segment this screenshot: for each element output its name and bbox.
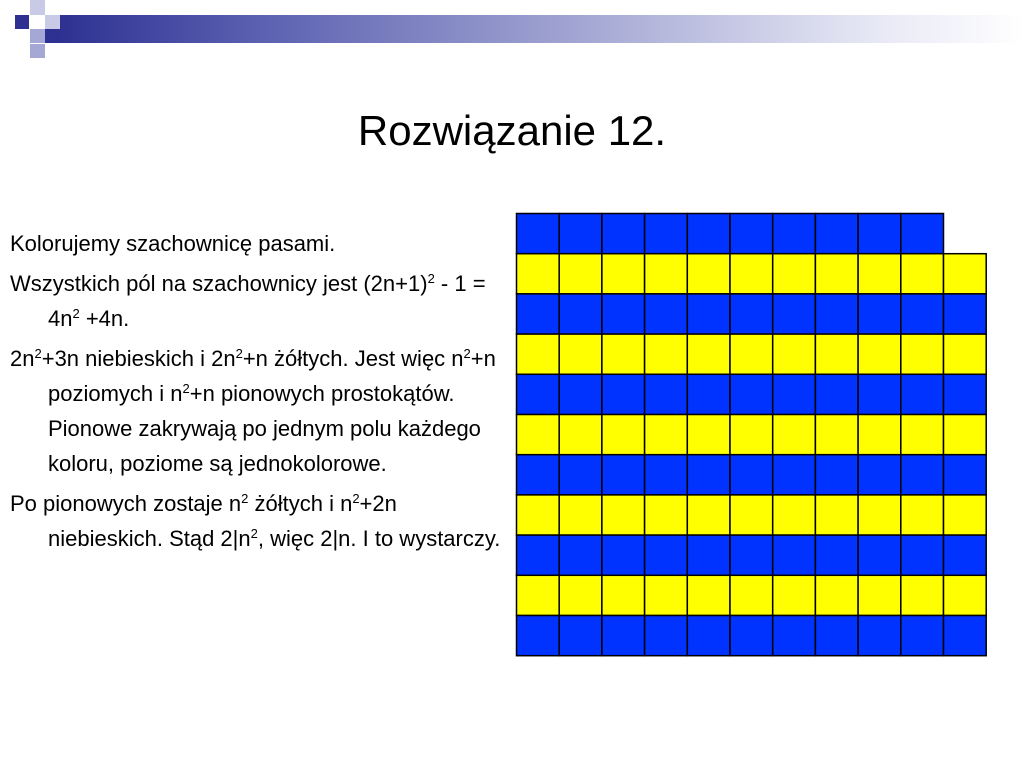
board-cell-yellow (858, 415, 901, 455)
board-cell-yellow (815, 254, 858, 294)
board-cell-blue (944, 616, 987, 656)
board-cell-blue (559, 374, 602, 414)
board-cell-blue (858, 214, 901, 254)
board-cell-yellow (858, 495, 901, 535)
board-cell-yellow (687, 334, 730, 374)
board-cell-blue (517, 214, 560, 254)
decorative-header (0, 0, 1024, 60)
board-cell-yellow (815, 415, 858, 455)
board-cell-yellow (602, 254, 645, 294)
board-cell-blue (815, 214, 858, 254)
board-cell-blue (645, 374, 688, 414)
superscript: 2 (182, 381, 190, 396)
text-run: żółtych i n (248, 491, 353, 516)
decor-square (45, 29, 60, 43)
board-cell-blue (773, 374, 816, 414)
board-cell-blue (602, 214, 645, 254)
board-cell-yellow (815, 495, 858, 535)
board-cell-yellow (559, 575, 602, 615)
board-cell-blue (559, 535, 602, 575)
text-run: Wszystkich pól na szachownicy jest (2n+1) (10, 271, 428, 296)
board-cell-blue (773, 214, 816, 254)
board-cell-blue (858, 294, 901, 334)
board-cell-yellow (730, 575, 773, 615)
board-cell-blue (517, 616, 560, 656)
board-cell-blue (517, 455, 560, 495)
superscript: 2 (235, 346, 243, 361)
board-cell-blue (944, 455, 987, 495)
board-cell-blue (517, 374, 560, 414)
board-cell-blue (730, 535, 773, 575)
board-cell-yellow (944, 415, 987, 455)
text-run: 2n (10, 346, 35, 371)
board-cell-blue (645, 214, 688, 254)
board-cell-blue (559, 294, 602, 334)
board-cell-yellow (645, 575, 688, 615)
board-cell-blue (687, 535, 730, 575)
board-cell-yellow (730, 415, 773, 455)
paragraph-counts (10, 341, 510, 481)
superscript: 2 (463, 346, 471, 361)
decor-square (30, 29, 45, 43)
text-run: +4n. (79, 306, 130, 331)
board-cell-blue (901, 374, 944, 414)
board-cell-blue (602, 294, 645, 334)
board-cell-blue (517, 535, 560, 575)
superscript: 2 (34, 346, 42, 361)
board-cell-blue (559, 455, 602, 495)
solution-text (10, 226, 510, 561)
board-cell-blue (815, 294, 858, 334)
board-cell-yellow (858, 334, 901, 374)
text-run: +3n niebieskich i 2n (41, 346, 236, 371)
board-cell-yellow (773, 575, 816, 615)
board-cell-blue (730, 294, 773, 334)
decor-square (45, 15, 60, 29)
board-cell-yellow (517, 334, 560, 374)
board-cell-yellow (944, 575, 987, 615)
board-cell-blue (602, 616, 645, 656)
board-cell-yellow (901, 575, 944, 615)
board-cell-yellow (730, 334, 773, 374)
board-cell-blue (773, 616, 816, 656)
board-cell-blue (815, 455, 858, 495)
board-cell-blue (687, 374, 730, 414)
board-cell-yellow (687, 415, 730, 455)
board-cell-blue (602, 455, 645, 495)
board-cell-blue (687, 616, 730, 656)
board-cell-blue (687, 294, 730, 334)
board-cell-yellow (773, 254, 816, 294)
superscript: 2 (427, 271, 435, 286)
board-cell-yellow (687, 495, 730, 535)
board-cell-blue (687, 455, 730, 495)
board-cell-yellow (517, 415, 560, 455)
text-run: +n poziomych i n (48, 346, 496, 406)
board-cell-yellow (517, 495, 560, 535)
paragraph-total-cells (10, 266, 510, 336)
board-cell-blue (730, 616, 773, 656)
board-cell-yellow (645, 334, 688, 374)
board-cell-yellow (559, 334, 602, 374)
board-cell-blue (602, 374, 645, 414)
board-cell-yellow (815, 334, 858, 374)
board-cell-blue (602, 535, 645, 575)
text-run: +n żółtych. Jest więc n (242, 346, 464, 371)
board-cell-yellow (645, 415, 688, 455)
board-cell-blue (645, 294, 688, 334)
board-cell-blue (773, 535, 816, 575)
striped-chessboard (515, 212, 989, 658)
board-cell-yellow (559, 415, 602, 455)
board-cell-blue (815, 535, 858, 575)
board-cell-yellow (602, 495, 645, 535)
superscript: 2 (72, 306, 80, 321)
board-cell-yellow (901, 415, 944, 455)
board-cell-blue (944, 294, 987, 334)
board-cell-yellow (815, 575, 858, 615)
board-cell-blue (944, 535, 987, 575)
board-cell-blue (687, 214, 730, 254)
board-cell-yellow (858, 254, 901, 294)
board-cell-yellow (773, 334, 816, 374)
board-cell-blue (559, 616, 602, 656)
board-cell-yellow (517, 254, 560, 294)
board-cell-yellow (645, 254, 688, 294)
board-cell-blue (773, 294, 816, 334)
board-cell-blue (901, 616, 944, 656)
board-cell-yellow (773, 495, 816, 535)
text-run: Kolorujemy szachownicę pasami. (10, 231, 336, 256)
board-cell-yellow (901, 254, 944, 294)
text-run: +n pionowych prostokątów. Pionowe zakrywają po jednym polu każdego koloru, poziome są jednokolorowe. (48, 381, 481, 476)
board-cell-yellow (773, 415, 816, 455)
board-cell-blue (730, 455, 773, 495)
decor-square (30, 0, 45, 15)
board-cell-blue (901, 455, 944, 495)
board-cell-blue (645, 455, 688, 495)
board-cell-yellow (730, 254, 773, 294)
board-cell-blue (944, 374, 987, 414)
board-cell-blue (645, 535, 688, 575)
board-cell-yellow (944, 495, 987, 535)
text-run: +2n niebieskich. Stąd 2|n (48, 491, 397, 551)
superscript: 2 (241, 491, 249, 506)
board-cell-yellow (858, 575, 901, 615)
slide-title: Rozwiązanie 12. (357, 107, 667, 154)
board-cell-yellow (687, 575, 730, 615)
board-cell-yellow (901, 495, 944, 535)
text-run: , więc 2|n. I to wystarczy. (257, 526, 501, 551)
board-cell-blue (773, 455, 816, 495)
board-cell-blue (901, 535, 944, 575)
board-cell-yellow (645, 495, 688, 535)
text-run: Po pionowych zostaje n (10, 491, 242, 516)
board-cell-yellow (944, 254, 987, 294)
text-run: - 1 = 4n (48, 271, 486, 331)
superscript: 2 (352, 491, 360, 506)
board-cell-blue (815, 374, 858, 414)
board-cell-yellow (901, 334, 944, 374)
board-cell-blue (858, 616, 901, 656)
board-cell-yellow (559, 495, 602, 535)
board-cell-yellow (517, 575, 560, 615)
board-cell-blue (517, 294, 560, 334)
decor-square (15, 15, 29, 29)
paragraph-coloring (10, 226, 510, 261)
superscript: 2 (250, 526, 258, 541)
board-cell-blue (858, 455, 901, 495)
board-cell-blue (730, 214, 773, 254)
board-cell-blue (815, 616, 858, 656)
board-cell-blue (645, 616, 688, 656)
decor-gradient-band (60, 15, 1024, 43)
board-cell-yellow (602, 415, 645, 455)
board-cell-blue (901, 294, 944, 334)
board-cell-blue (730, 374, 773, 414)
board-cell-yellow (602, 334, 645, 374)
board-cell-yellow (559, 254, 602, 294)
board-cell-yellow (944, 334, 987, 374)
board-cell-blue (858, 374, 901, 414)
board-cell-blue (858, 535, 901, 575)
decor-square (30, 44, 45, 58)
board-cell-yellow (730, 495, 773, 535)
board-cell-yellow (602, 575, 645, 615)
board-cell-blue (559, 214, 602, 254)
board-cell-yellow (687, 254, 730, 294)
paragraph-conclusion (10, 486, 510, 556)
board-cell-blue (901, 214, 944, 254)
